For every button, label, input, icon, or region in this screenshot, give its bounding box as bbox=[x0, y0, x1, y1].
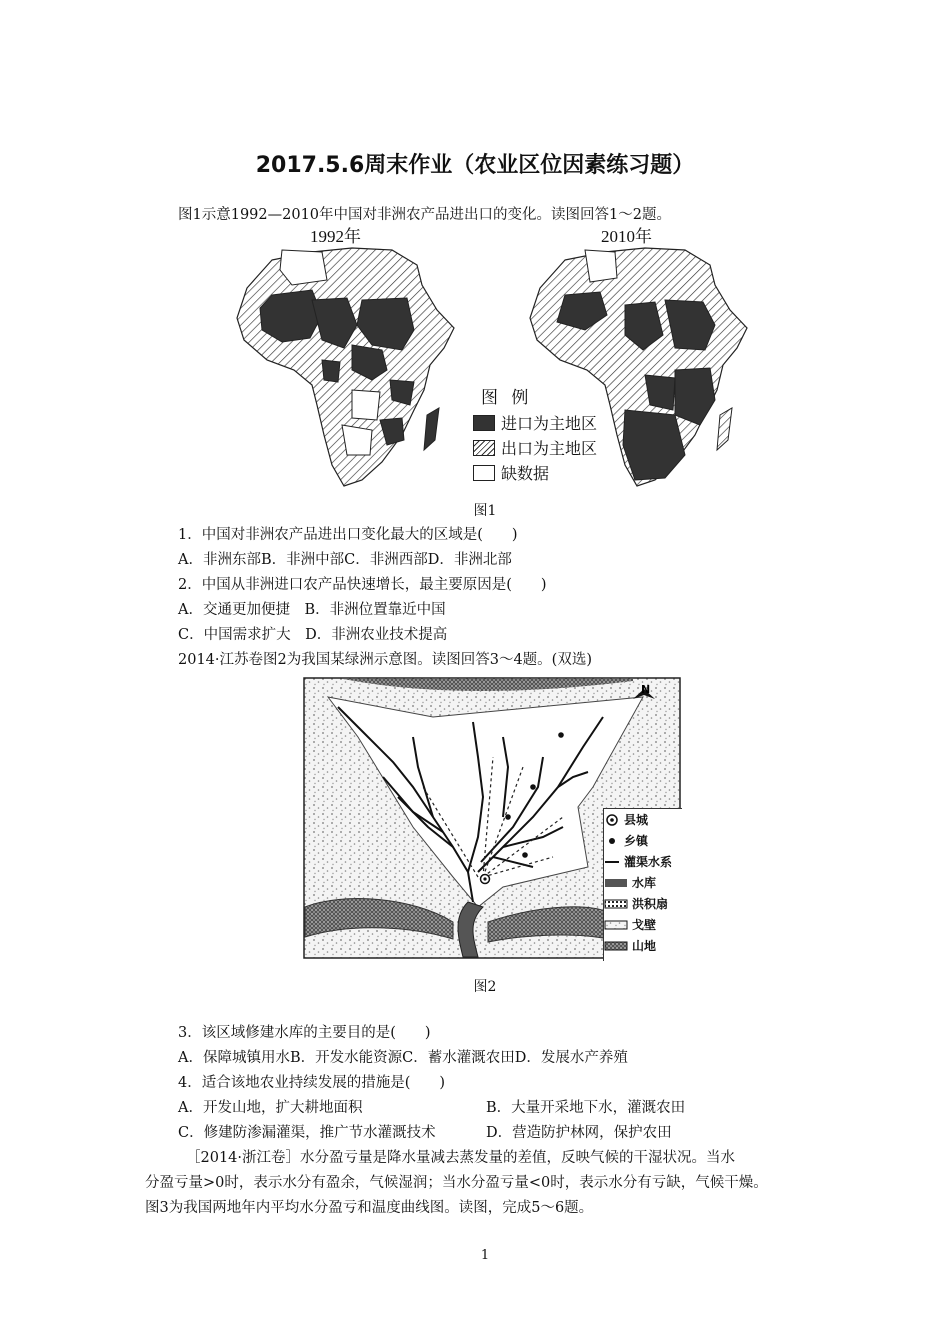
question-4-option-d: D．营造防护林网，保护农田 bbox=[486, 1125, 672, 1141]
question-2-options-ab: A．交通更加便捷 B．非洲位置靠近中国 bbox=[178, 602, 446, 618]
question-1-options: A．非洲东部B．非洲中部C．非洲西部D．非洲北部 bbox=[178, 552, 512, 568]
north-arrow-label: N bbox=[641, 683, 651, 696]
legend-township-label: 乡镇 bbox=[624, 834, 649, 848]
page-title: 2017.5.6周末作业（农业区位因素练习题） bbox=[255, 153, 695, 178]
intro-figure-1: 图1示意1992—2010年中国对非洲农产品进出口的变化。读图回答1～2题。 bbox=[178, 207, 671, 223]
paragraph-line-2: 分盈亏量>0时，表示水分有盈余，气候湿润；当水分盈亏量<0时，表示水分有亏缺，气候干燥。 bbox=[145, 1175, 768, 1191]
year-label-2010: 2010年 bbox=[601, 227, 652, 246]
figure-1-caption: 图1 bbox=[473, 503, 497, 519]
question-4-option-b: B．大量开采地下水，灌溉农田 bbox=[486, 1100, 686, 1116]
legend-canal-label: 灌渠水系 bbox=[624, 855, 673, 869]
legend-alluvial-fan-label: 洪积扇 bbox=[632, 897, 669, 911]
mountain-swatch bbox=[604, 939, 628, 953]
legend-gobi-label: 戈壁 bbox=[632, 918, 657, 932]
legend-mountain bbox=[604, 935, 682, 956]
legend-gobi bbox=[604, 914, 682, 935]
legend-label-import: 进口为主地区 bbox=[501, 414, 598, 433]
legend-mountain-label: 山地 bbox=[632, 939, 657, 953]
canal-line-icon bbox=[604, 855, 620, 869]
legend-reservoir bbox=[604, 872, 682, 893]
question-4-option-a: A．开发山地，扩大耕地面积 bbox=[178, 1100, 363, 1116]
township-icon bbox=[604, 834, 620, 848]
figure-2-caption: 图2 bbox=[473, 979, 497, 995]
legend-township bbox=[604, 830, 682, 851]
paragraph-line-3: 图3为我国两地年内平均水分盈亏和温度曲线图。读图，完成5～6题。 bbox=[145, 1200, 594, 1216]
oasis-map-legend bbox=[603, 808, 682, 961]
paragraph-line-1: ［2014·浙江卷］水分盈亏量是降水量减去蒸发量的差值，反映气候的干湿状况。当水 bbox=[186, 1150, 736, 1166]
legend-item-nodata bbox=[473, 461, 549, 484]
legend-title: 图 例 bbox=[481, 388, 533, 408]
africa-map-1992 bbox=[232, 240, 462, 495]
legend-county bbox=[604, 809, 682, 830]
question-4: 4．适合该地农业持续发展的措施是( ) bbox=[178, 1075, 446, 1091]
reservoir-swatch bbox=[604, 876, 628, 890]
question-2: 2．中国从非洲进口农产品快速增长，最主要原因是( ) bbox=[178, 577, 547, 593]
question-1: 1．中国对非洲农产品进出口变化最大的区域是( ) bbox=[178, 527, 518, 543]
question-4-option-c: C．修建防渗漏灌渠，推广节水灌溉技术 bbox=[178, 1125, 436, 1141]
legend-canal bbox=[604, 851, 682, 872]
question-2-options-cd: C．中国需求扩大 D．非洲农业技术提高 bbox=[178, 627, 448, 643]
intro-figure-2: 2014·江苏卷图2为我国某绿洲示意图。读图回答3～4题。(双选) bbox=[178, 652, 592, 668]
page-number: 1 bbox=[480, 1248, 490, 1263]
question-3: 3．该区域修建水库的主要目的是( ) bbox=[178, 1025, 431, 1041]
alluvial-fan-swatch bbox=[604, 897, 628, 911]
legend-swatch-empty bbox=[473, 465, 495, 481]
legend-reservoir-label: 水库 bbox=[632, 876, 657, 890]
legend-alluvial-fan bbox=[604, 893, 682, 914]
legend-label-export: 出口为主地区 bbox=[501, 439, 598, 458]
legend-label-nodata: 缺数据 bbox=[501, 464, 550, 483]
gobi-swatch bbox=[604, 918, 628, 932]
county-town-icon bbox=[604, 813, 620, 827]
legend-item-import bbox=[473, 411, 597, 434]
legend-swatch-dark bbox=[473, 415, 495, 431]
year-label-1992: 1992年 bbox=[310, 227, 361, 246]
legend-swatch-hatch bbox=[473, 440, 495, 456]
legend-item-export bbox=[473, 436, 597, 459]
question-3-options: A．保障城镇用水B．开发水能资源C．蓄水灌溉农田D．发展水产养殖 bbox=[178, 1050, 628, 1066]
legend-county-label: 县城 bbox=[624, 813, 649, 827]
